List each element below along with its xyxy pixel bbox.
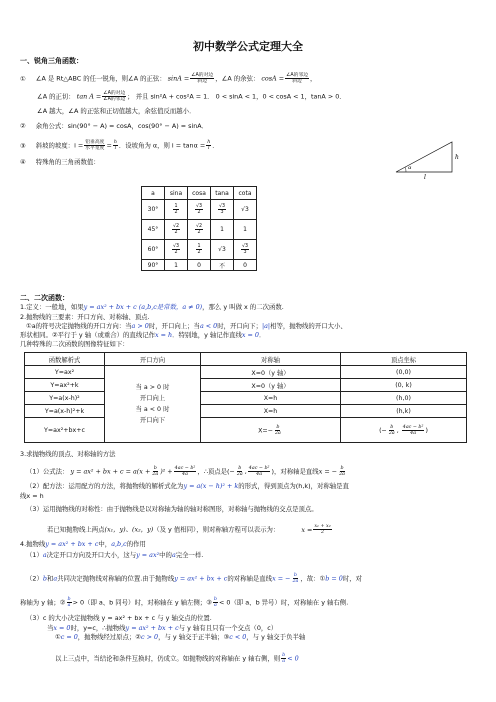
text: 共同决定抛物线对称轴的位置.由于抛物线 bbox=[57, 574, 175, 583]
expr-cell: Y=ax²+k bbox=[25, 379, 105, 392]
text: ，那么 y 叫做 x 的二次函数. bbox=[202, 303, 284, 311]
numerator: 1 bbox=[197, 244, 201, 249]
text: 余角公式：sin(90° − A) = cosA，cos(90° − A) = sinA． bbox=[35, 122, 209, 130]
value-cell bbox=[211, 200, 234, 220]
numerator: b bbox=[282, 653, 286, 658]
formula: x = 0 bbox=[53, 624, 71, 632]
formula: a bbox=[53, 574, 58, 583]
formula: y = ax² + bx + c bbox=[174, 574, 228, 583]
angle-cell: 45° bbox=[142, 220, 165, 240]
expr-cell: Y=a(x-h)² bbox=[25, 392, 105, 405]
trig-item-1-line-3: ∠A 越大，∠A 的正弦和正切值越大，余弦值反而越小． bbox=[37, 107, 196, 115]
vertex-cell: (0,0) bbox=[341, 366, 467, 379]
text: 以上三点中，当结论和条件互换时，仍成立。如抛物线的对称轴在 y 轴右侧，则 bbox=[55, 654, 281, 663]
vertex-cell: (h,0) bbox=[341, 392, 467, 405]
expr-cell: Y=ax²+bx+c bbox=[25, 418, 105, 443]
angle-alpha-label: α bbox=[408, 165, 412, 171]
numerator: √2 bbox=[172, 224, 180, 229]
sin-numerator: ∠A的对边 bbox=[191, 73, 214, 78]
table-header-row bbox=[25, 353, 467, 366]
table-row bbox=[142, 240, 257, 260]
formula: )² + bbox=[160, 467, 173, 476]
table-intro-line: 几种特殊的二次函数的图像特征如下： bbox=[20, 340, 129, 348]
trig-item-3 bbox=[20, 140, 219, 151]
formula: y = ax² + bx + c = a(x + bbox=[70, 467, 151, 476]
expr-cell: Y=a(x-h)²+k bbox=[25, 405, 105, 418]
text: > 0（即 a、b 同号）时，对称轴在 y 轴左侧；③ bbox=[72, 598, 212, 607]
cos-denominator: 斜边 bbox=[292, 79, 302, 84]
parabola-elements-line: 2.抛物线的三要素：开口方向、对称轴、顶点. bbox=[20, 313, 150, 321]
text: 的作用 bbox=[126, 540, 146, 548]
numerator: x₁ + x₂ bbox=[314, 524, 331, 529]
formula: a,b,c bbox=[111, 540, 127, 548]
denominator: 4a bbox=[256, 472, 263, 477]
coef-b-line-2 bbox=[20, 597, 348, 608]
trig-item-1-line-1 bbox=[20, 73, 316, 84]
denominator: l bbox=[114, 146, 117, 151]
denominator: 2a bbox=[152, 472, 159, 477]
text: ．特别地，y 轴记作直线 bbox=[172, 331, 242, 339]
value-cell: 1 bbox=[165, 260, 188, 271]
value-cell: √3 bbox=[211, 240, 234, 260]
two-points-line bbox=[47, 524, 333, 535]
numerator: h bbox=[113, 140, 117, 145]
text: 中的 bbox=[159, 551, 172, 559]
numerator: 1 bbox=[174, 204, 178, 209]
text: , bbox=[244, 467, 247, 476]
text: （2） bbox=[26, 574, 43, 583]
formula: x = − bbox=[272, 574, 291, 583]
table-header-row bbox=[142, 187, 257, 200]
text: 时，开口向上；当 bbox=[148, 322, 200, 330]
numerator: √3 bbox=[195, 204, 203, 209]
text: 4.抛物线 bbox=[20, 540, 46, 548]
numerator: b bbox=[293, 573, 297, 578]
text: ，∠A 的余弦： bbox=[215, 74, 260, 83]
table-row bbox=[25, 418, 467, 443]
denominator: 4a bbox=[182, 472, 188, 477]
text: 的形式，得到顶点为(h,k)，对称轴是直 bbox=[238, 482, 349, 490]
table-row bbox=[142, 220, 257, 240]
trig-item-2 bbox=[20, 122, 208, 130]
table-row bbox=[25, 405, 467, 418]
text: ∠A 是 Rt△ABC 的任一锐角，则∠A 的正弦： bbox=[35, 74, 166, 83]
value-cell: 0 bbox=[188, 260, 211, 271]
text: ，∴顶点是(− bbox=[197, 467, 235, 476]
completing-square-line bbox=[26, 482, 349, 490]
header-cell: 开口方向 bbox=[105, 353, 201, 366]
formula: y = a(x − h)² + k bbox=[183, 482, 239, 490]
slope-triangle-figure bbox=[392, 138, 464, 180]
text: ； 并且 sin²A + cos²A = 1． 0 < sinA < 1，0 < cosA < 1，tanA > 0． bbox=[127, 92, 346, 101]
table-row bbox=[25, 379, 467, 392]
text: ∠A 的正切： bbox=[37, 92, 75, 101]
item-number: ② bbox=[20, 122, 26, 130]
denominator: 2 bbox=[197, 210, 201, 215]
coef-b-line bbox=[26, 573, 362, 584]
axis-line bbox=[20, 331, 265, 339]
denominator: l bbox=[207, 146, 210, 151]
formula: c > 0 bbox=[141, 633, 159, 641]
formula: x = − bbox=[318, 467, 338, 476]
value-cell: √3 bbox=[234, 200, 257, 220]
formula: c = 0 bbox=[60, 633, 78, 641]
text: 完全一样. bbox=[175, 551, 204, 559]
sin-denominator: 斜边 bbox=[197, 79, 208, 84]
value-cell bbox=[188, 220, 211, 240]
numerator: b bbox=[390, 424, 394, 430]
value-cell: 不 bbox=[211, 260, 234, 271]
formula: x = 0 bbox=[241, 331, 259, 339]
value-cell bbox=[165, 240, 188, 260]
sin-formula-lhs: sinA = bbox=[167, 74, 190, 83]
axis-cell: X=h bbox=[201, 392, 341, 405]
text: 特殊角的三角函数值： bbox=[35, 158, 100, 166]
text: ． bbox=[212, 141, 219, 150]
header-cell: 顶点坐标 bbox=[341, 353, 467, 366]
text: 中， bbox=[98, 540, 112, 548]
coefficients-heading bbox=[20, 540, 146, 548]
denominator: 2a bbox=[292, 579, 299, 584]
length-label: l bbox=[424, 174, 426, 180]
numerator: 4ac − b² bbox=[174, 466, 196, 471]
formula: c < 0 bbox=[229, 633, 247, 641]
converse-line bbox=[55, 653, 299, 664]
axis-cell: X=0（y 轴） bbox=[201, 366, 341, 379]
table-row bbox=[25, 366, 467, 379]
value-cell: 0 bbox=[234, 260, 257, 271]
quad-def-line bbox=[20, 303, 284, 311]
text: （2）配方法：运用配方的方法，将抛物线的解析式化为 bbox=[26, 482, 184, 490]
text: ，故：① bbox=[300, 574, 326, 583]
denominator: 2 bbox=[320, 530, 325, 535]
value-cell bbox=[188, 200, 211, 220]
formula: x = bbox=[301, 525, 313, 534]
text: ． bbox=[258, 331, 266, 339]
axis-cell: X=h bbox=[201, 405, 341, 418]
header-cell: tana bbox=[211, 187, 234, 200]
denominator: 水平宽度 bbox=[85, 146, 105, 151]
formula-method-line bbox=[26, 466, 347, 477]
numerator: b bbox=[153, 466, 157, 471]
header-cell: cosa bbox=[188, 187, 211, 200]
formula: |a| bbox=[261, 322, 271, 330]
numerator: √3 bbox=[172, 244, 180, 249]
sin-fraction bbox=[190, 73, 214, 84]
text: 若已知抛物线上两点 bbox=[47, 525, 105, 534]
header-cell: sina bbox=[165, 187, 188, 200]
text: 时，对 bbox=[342, 574, 363, 583]
table-row bbox=[142, 260, 257, 271]
denominator: 2a bbox=[388, 430, 395, 436]
axis-cell: X=− $\frac{b}{2a}$ bbox=[201, 418, 341, 443]
open-direction-cell bbox=[105, 366, 201, 443]
item-number: ③ bbox=[20, 141, 26, 150]
text: ．设坡角为 α，则 i = tanα = bbox=[118, 141, 206, 150]
angle-cell: 60° bbox=[142, 240, 165, 260]
numerator: √3 bbox=[218, 204, 226, 209]
denominator: 2a bbox=[339, 472, 346, 477]
slope-fraction-h-l bbox=[113, 140, 118, 151]
numerator: b bbox=[276, 424, 280, 430]
vertex-cell: (h,k) bbox=[341, 405, 467, 418]
text: ， bbox=[310, 74, 317, 83]
height-label: h bbox=[455, 154, 459, 161]
open-line: 当 a < 0 时 bbox=[135, 406, 170, 413]
text: < 0（即 a、b 异号）时，对称轴在 y 轴右侧. bbox=[219, 598, 349, 607]
text: （1） bbox=[26, 551, 43, 559]
item-number: ④ bbox=[20, 158, 26, 166]
formula: a > 0 bbox=[131, 322, 149, 330]
numerator: 铅垂高度 bbox=[85, 140, 105, 145]
text: （及 y 值相同），则对称轴方程可以表示为： bbox=[153, 525, 280, 534]
text: ，与 y 轴交于负半轴 bbox=[246, 633, 306, 641]
slope-fraction-h-l-2 bbox=[206, 140, 211, 151]
formula: y = ax² bbox=[136, 551, 160, 559]
numerator: 4ac − b² bbox=[248, 466, 270, 471]
table-row bbox=[142, 200, 257, 220]
numerator: h bbox=[207, 140, 211, 145]
value-cell: 1 bbox=[234, 220, 257, 240]
cos-formula-lhs: cosA = bbox=[261, 74, 285, 83]
denominator: 2 bbox=[197, 230, 201, 235]
value-cell bbox=[165, 200, 188, 220]
text: （1）公式法： bbox=[26, 467, 69, 476]
trig-item-1-line-2 bbox=[37, 91, 346, 102]
formula: a bbox=[171, 551, 176, 559]
section-heading-quadratic: 二、二次函数： bbox=[20, 294, 69, 302]
denominator: 2 bbox=[174, 230, 178, 235]
numerator: b bbox=[213, 597, 217, 602]
text: = bbox=[106, 141, 112, 150]
special-angle-table bbox=[141, 186, 257, 271]
angle-arc bbox=[405, 167, 406, 172]
numerator: b bbox=[67, 597, 71, 602]
section-heading-trig: 一、锐角三角函数： bbox=[20, 57, 83, 65]
slope-fraction-words bbox=[84, 140, 105, 151]
parabola-table bbox=[24, 352, 467, 443]
denominator: 3 bbox=[220, 210, 224, 215]
header-cell: 对称轴 bbox=[201, 353, 341, 366]
denominator: 3 bbox=[243, 250, 247, 255]
text: 相等，抛物线的开口大小、 bbox=[270, 322, 347, 330]
expr-cell: Y=ax² bbox=[25, 366, 105, 379]
numerator: 4ac − b² bbox=[402, 424, 424, 430]
tan-numerator: ∠A的对边 bbox=[103, 91, 126, 96]
open-line: 开口向上 bbox=[139, 395, 166, 402]
text: 决定开口方向及开口大小，这与 bbox=[46, 551, 137, 559]
denominator: a bbox=[282, 659, 286, 664]
vertex-cell: (− $\frac{b}{2a}$ , $\frac{\text{4ac − b²}}{4a}$ ) bbox=[341, 418, 467, 443]
text: 斜坡的坡度：i = bbox=[35, 141, 84, 150]
item-number: ① bbox=[20, 74, 26, 83]
formula: a < 0 bbox=[199, 322, 218, 330]
tan-fraction bbox=[102, 91, 126, 102]
numerator: b bbox=[238, 466, 242, 471]
text: ①a的符号决定抛物线的开口方向：当 bbox=[26, 322, 132, 330]
coef-c-line: （3）c 的大小决定抛物线 y = ax² + bx + c 与 y 轴交点的位置. bbox=[26, 614, 212, 622]
formula: x = h bbox=[155, 331, 173, 339]
text: 时，开口向下； bbox=[217, 322, 262, 330]
text: )，对称轴是直线 bbox=[271, 467, 319, 476]
cos-numerator: ∠A的邻边 bbox=[286, 73, 309, 78]
open-line: 当 a > 0 时 bbox=[135, 384, 170, 391]
tan-formula-lhs: tan A = bbox=[76, 92, 102, 101]
intercept-cases-line bbox=[55, 633, 305, 641]
text: 和 bbox=[46, 574, 54, 583]
text: 当 bbox=[47, 624, 54, 632]
formula: y = ax² + bx + c (a,b,c是常数，a ≠ 0) bbox=[83, 303, 203, 311]
text: 称轴为 y 轴；② bbox=[20, 598, 66, 607]
completing-square-line-2: 线x = h bbox=[20, 492, 44, 500]
denominator: 2 bbox=[197, 250, 201, 255]
text: ，抛物线经过原点；② bbox=[77, 633, 142, 641]
cos-fraction bbox=[285, 73, 309, 84]
header-cell: cota bbox=[234, 187, 257, 200]
open-line: 开口向下 bbox=[139, 417, 166, 424]
table-row bbox=[25, 392, 467, 405]
denominator: 4a bbox=[410, 430, 417, 436]
method-heading: 3.求抛物线的顶点、对称轴的方法 bbox=[20, 450, 116, 458]
value-cell bbox=[165, 220, 188, 240]
denominator: 2 bbox=[174, 250, 178, 255]
text: ① bbox=[55, 633, 61, 641]
text: 的对称轴是直线 bbox=[227, 574, 273, 583]
tan-denominator: ∠A的邻边 bbox=[103, 97, 126, 102]
opening-direction-line bbox=[26, 322, 347, 330]
text: 形状相同。②平行于 y 轴（或重合）的直线记作 bbox=[20, 331, 155, 339]
numerator: b bbox=[340, 466, 344, 471]
text: ，与 y 轴交于正半轴；③ bbox=[158, 633, 230, 641]
value-cell bbox=[234, 240, 257, 260]
numerator: √3 bbox=[241, 244, 249, 249]
symmetry-line: （3）运用抛物线的对称性：由于抛物线是以对称轴为轴的轴对称图形，对称轴与抛物线的交点是顶点。 bbox=[26, 505, 318, 513]
denominator: 2 bbox=[174, 210, 178, 215]
triangle-shape bbox=[396, 142, 452, 172]
formula: y = ax² + bx + c bbox=[45, 540, 99, 548]
formula: b = 0 bbox=[325, 574, 343, 583]
formula: b bbox=[42, 574, 47, 583]
intercept-line bbox=[47, 624, 277, 632]
angle-cell: 30° bbox=[142, 200, 165, 220]
denominator: a bbox=[67, 603, 71, 608]
text: 与 y 轴有且只有一个交点（0，c） bbox=[178, 624, 278, 632]
value-cell: 1 bbox=[211, 220, 234, 240]
formula: < 0 bbox=[287, 654, 299, 663]
header-cell: a bbox=[142, 187, 165, 200]
denominator: 2a bbox=[236, 472, 243, 477]
value-cell bbox=[188, 240, 211, 260]
coef-a-line bbox=[26, 551, 203, 559]
trig-item-4 bbox=[20, 158, 100, 166]
vertex-cell: (0, k) bbox=[341, 379, 467, 392]
angle-cell: 90° bbox=[142, 260, 165, 271]
numerator: √2 bbox=[195, 224, 203, 229]
formula: y = ax² + bx + c bbox=[125, 624, 179, 632]
formula: (x₁，y)、(x₂，y) bbox=[104, 525, 154, 534]
text: 时，y=c，∴抛物线 bbox=[70, 624, 126, 632]
text: X= bbox=[258, 427, 268, 434]
denominator: 2a bbox=[274, 430, 281, 436]
axis-cell: X=0（y 轴） bbox=[201, 379, 341, 392]
header-cell: 函数解析式 bbox=[25, 353, 105, 366]
text: 1.定义：一般地，如果 bbox=[20, 303, 84, 311]
formula: a bbox=[42, 551, 47, 559]
page-title: 初中数学公式定理大全 bbox=[193, 40, 303, 53]
denominator: a bbox=[214, 603, 217, 608]
